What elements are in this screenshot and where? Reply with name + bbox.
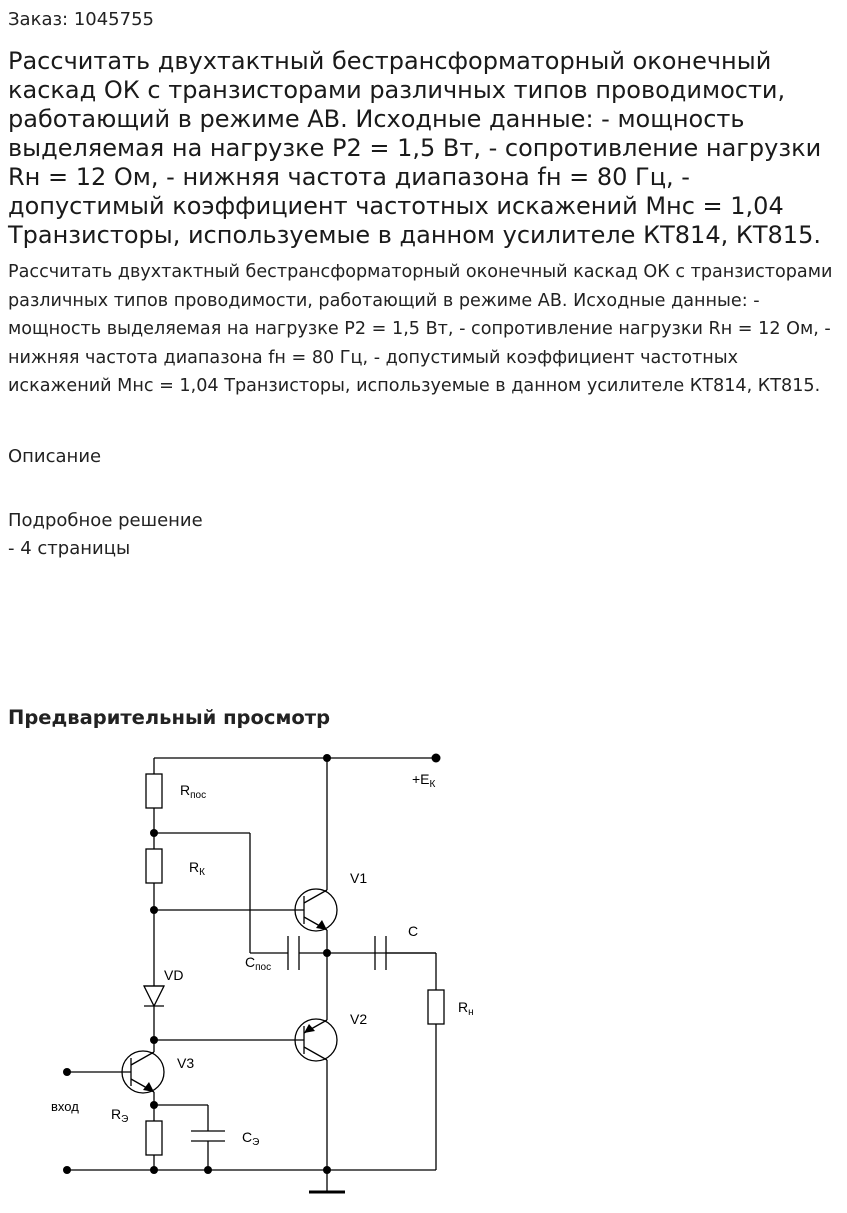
label-c-e: $C_Э$ <box>242 1129 260 1148</box>
label-v3: V3 <box>177 1055 195 1071</box>
solution-info <box>8 507 203 563</box>
label-r-k: $R_К$ <box>189 859 205 878</box>
label-supply-ek: $+E_К$ <box>412 771 436 790</box>
circuit-schematic <box>0 740 847 1210</box>
label-input: вход <box>51 1099 79 1114</box>
order-number: Заказ: 1045755 <box>8 9 154 30</box>
page-count: - 4 страницы <box>8 538 131 559</box>
label-r-e: $R_Э$ <box>111 1106 129 1125</box>
label-c-pos: $C_{пос}$ <box>245 954 272 973</box>
label-v1: V1 <box>350 870 368 886</box>
label-r-load: $R_н$ <box>458 999 474 1018</box>
task-description: Рассчитать двухтактный бестрансформаторный оконечный каскад ОК с транзисторами различных типов проводимости, работающий в режиме АВ. Исходные данные: - мощность выделяемая на нагрузке Р2 = 1,5 Вт, - сопротивление нагрузки Rн = 12 Ом, - нижняя частота диапазона fн = 80 Гц, - допустимый коэффициент частотных искажений Мнс = 1,04 Транзисторы, используемые в данном усилителе КТ814, КТ815. <box>8 262 833 396</box>
label-v2: V2 <box>350 1011 368 1027</box>
label-vd: VD <box>164 967 184 983</box>
preview-heading: Предварительный просмотр <box>8 706 331 729</box>
solution-type: Подробное решение <box>8 510 203 531</box>
label-c-output: C <box>408 923 419 939</box>
task-title: Рассчитать двухтактный бестрансформаторный оконечный каскад ОК с транзисторами различных типов проводимости, работающий в режиме АВ. Исходные данные: - мощность выделяемая на нагрузке Р2 = 1,5 Вт, - сопротивление нагрузки Rн = 12 Ом, - нижняя частота диапазона fн = 80 Гц, - допустимый коэффициент частотных искажений Мнс = 1,04 Транзисторы, используемые в данном усилителе КТ814, КТ815. <box>8 47 822 249</box>
description-heading: Описание <box>8 446 102 467</box>
label-r-pos: $R_{пос}$ <box>180 782 207 801</box>
